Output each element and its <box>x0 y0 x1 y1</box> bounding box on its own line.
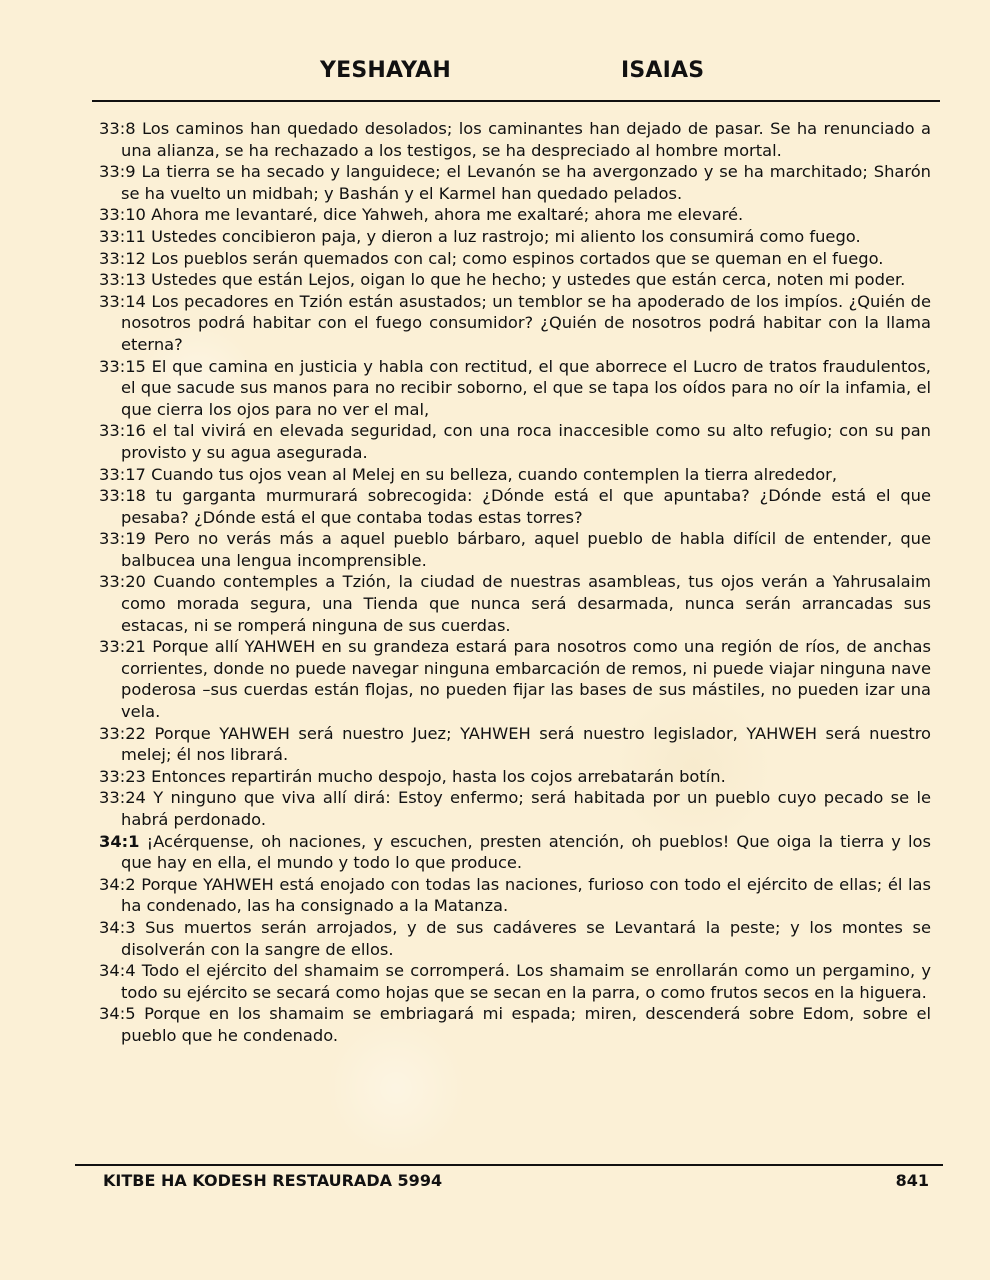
verse <box>99 291 931 356</box>
verse <box>99 226 931 248</box>
verse-reference: 34:2 <box>99 874 136 894</box>
verse <box>99 766 931 788</box>
verse-text: ¡Acérquense, oh naciones, y escuchen, presten atención, oh pueblos! Que oiga la tierra y los que hay en ella, el mundo y todo lo que produce. <box>121 831 931 873</box>
verse <box>99 464 931 486</box>
verse <box>99 874 931 917</box>
verse-reference: 33:17 <box>99 464 146 484</box>
verse-text: La tierra se ha secado y languidece; el Levanón se ha avergonzado y se ha marchitado; Sharón se ha vuelto un midbah; y Bashán y el Karmel han quedado pelados. <box>121 162 931 203</box>
verse-reference: 33:16 <box>99 421 146 441</box>
footer-title: KITBE HA KODESH RESTAURADA 5994 <box>103 1171 443 1190</box>
verse-reference: 33:22 <box>99 723 146 743</box>
verse-text: Porque YAHWEH será nuestro Juez; YAHWEH será nuestro legislador, YAHWEH será nuestro melej; él nos librará. <box>121 723 931 765</box>
verse <box>99 248 931 270</box>
verse-text: Pero no verás más a aquel pueblo bárbaro, aquel pueblo de habla difícil de entender, que balbucea una lengua incomprensible. <box>121 529 931 570</box>
verse-reference: 34:5 <box>99 1004 136 1024</box>
verse-reference: 33:19 <box>99 529 146 549</box>
verse <box>99 723 931 766</box>
verse-reference: 33:14 <box>99 291 146 311</box>
verse-text: Porque en los shamaim se embriagará mi espada; miren, descenderá sobre Edom, sobre el pueblo que he condenado. <box>121 1004 931 1045</box>
verse-text: Todo el ejército del shamaim se corromperá. Los shamaim se enrollarán como un pergamino, y todo su ejército se secará como hojas que se secan en la parra, o como frutos secos en la higuera. <box>121 961 931 1002</box>
verse-text: Los pueblos serán quemados con cal; como espinos cortados que se queman en el fuego. <box>151 248 884 268</box>
page-number: 841 <box>895 1171 929 1190</box>
verse-reference: 33:21 <box>99 637 146 657</box>
verse <box>99 161 931 204</box>
verse-reference: 33:9 <box>99 162 136 182</box>
verse-reference: 33:13 <box>99 270 146 290</box>
verse-reference: 33:24 <box>99 788 146 808</box>
verse-text: el tal vivirá en elevada seguridad, con una roca inaccesible como su alto refugio; con su pan provisto y su agua asegurada. <box>121 421 931 462</box>
verse <box>99 571 931 636</box>
book-title-hebrew: YESHAYAH <box>320 58 452 83</box>
verse-text: Entonces repartirán mucho despojo, hasta los cojos arrebatarán botín. <box>151 766 726 786</box>
verse-text: Los caminos han quedado desolados; los caminantes han dejado de pasar. Se ha renunciado a una alianza, se ha rechazado a los testigos, se ha despreciado al hombre mortal. <box>121 119 931 160</box>
verse-text: Porque YAHWEH está enojado con todas las naciones, furioso con todo el ejército de ellas; él las ha condenado, las ha consignado a la Matanza. <box>121 874 931 916</box>
verse <box>99 118 931 161</box>
verse-text: Y ninguno que viva allí dirá: Estoy enfermo; será habitada por un pueblo cuyo pecado se le habrá perdonado. <box>121 788 931 829</box>
verse-text: Cuando tus ojos vean al Melej en su belleza, cuando contemplen la tierra alrededor, <box>151 464 838 484</box>
verse-reference: 33:11 <box>99 226 146 246</box>
verse-reference: 33:15 <box>99 356 146 376</box>
verse <box>99 787 931 830</box>
verse <box>99 960 931 1003</box>
verse-text: Los pecadores en Tzión están asustados; un temblor se ha apoderado de los impíos. ¿Quién de nosotros podrá habitar con el fuego consumidor? ¿Quién de nosotros podrá habitar con la llama eterna? <box>121 291 931 354</box>
verse-reference: 33:10 <box>99 205 146 225</box>
verse-reference: 33:20 <box>99 572 146 592</box>
verse <box>99 1003 931 1046</box>
page-header <box>0 58 990 90</box>
verse-reference: 33:18 <box>99 486 146 506</box>
verse <box>99 528 931 571</box>
verse-text: Ahora me levantaré, dice Yahweh, ahora me exaltaré; ahora me elevaré. <box>151 205 744 225</box>
verse-reference: 33:23 <box>99 766 146 786</box>
verse-text: Porque allí YAHWEH en su grandeza estará para nosotros como una región de ríos, de anchas corrientes, donde no puede navegar ninguna embarcación de remos, ni puede viajar ninguna nave poderosa –sus cuerdas están flojas, no pueden fijar las bases de sus mástiles, no pueden izar una vela. <box>121 637 931 722</box>
verse <box>99 269 931 291</box>
header-divider <box>92 100 940 102</box>
verse-reference: 33:12 <box>99 248 146 268</box>
verse-text: Ustedes concibieron paja, y dieron a luz rastrojo; mi aliento los consumirá como fuego. <box>151 226 861 246</box>
verse <box>99 204 931 226</box>
verse <box>99 420 931 463</box>
verse <box>99 485 931 528</box>
verse <box>99 636 931 722</box>
verse-text: Ustedes que están Lejos, oigan lo que he hecho; y ustedes que están cerca, noten mi poder. <box>151 270 906 290</box>
verse-text: Cuando contemples a Tzión, la ciudad de nuestras asambleas, tus ojos verán a Yahrusalaim como morada segura, una Tienda que nunca será desarmada, nunca serán arrancadas sus estacas, ni se romperá ninguna de sus cuerdas. <box>121 572 931 635</box>
verse <box>99 356 931 421</box>
verse <box>99 831 931 874</box>
verse-reference: 34:1 <box>99 831 140 851</box>
verse-reference: 34:4 <box>99 961 136 981</box>
footer-divider <box>75 1164 943 1166</box>
verse-text: Sus muertos serán arrojados, y de sus cadáveres se Levantará la peste; y los montes se disolverán con la sangre de ellos. <box>121 917 931 959</box>
verse-text: tu garganta murmurará sobrecogida: ¿Dónde está el que apuntaba? ¿Dónde está el que pesaba? ¿Dónde está el que contaba todas estas torres? <box>121 486 931 527</box>
verse-reference: 34:3 <box>99 917 136 937</box>
book-title-spanish: ISAIAS <box>621 58 705 83</box>
verse-text: El que camina en justicia y habla con rectitud, el que aborrece el Lucro de tratos fraudulentos, el que sacude sus manos para no recibir soborno, el que se tapa los oídos para no oír la infamia, el que cierra los ojos para no ver el mal, <box>121 356 931 419</box>
verse-reference: 33:8 <box>99 119 136 138</box>
verse <box>99 917 931 960</box>
verse-list <box>99 118 931 1047</box>
